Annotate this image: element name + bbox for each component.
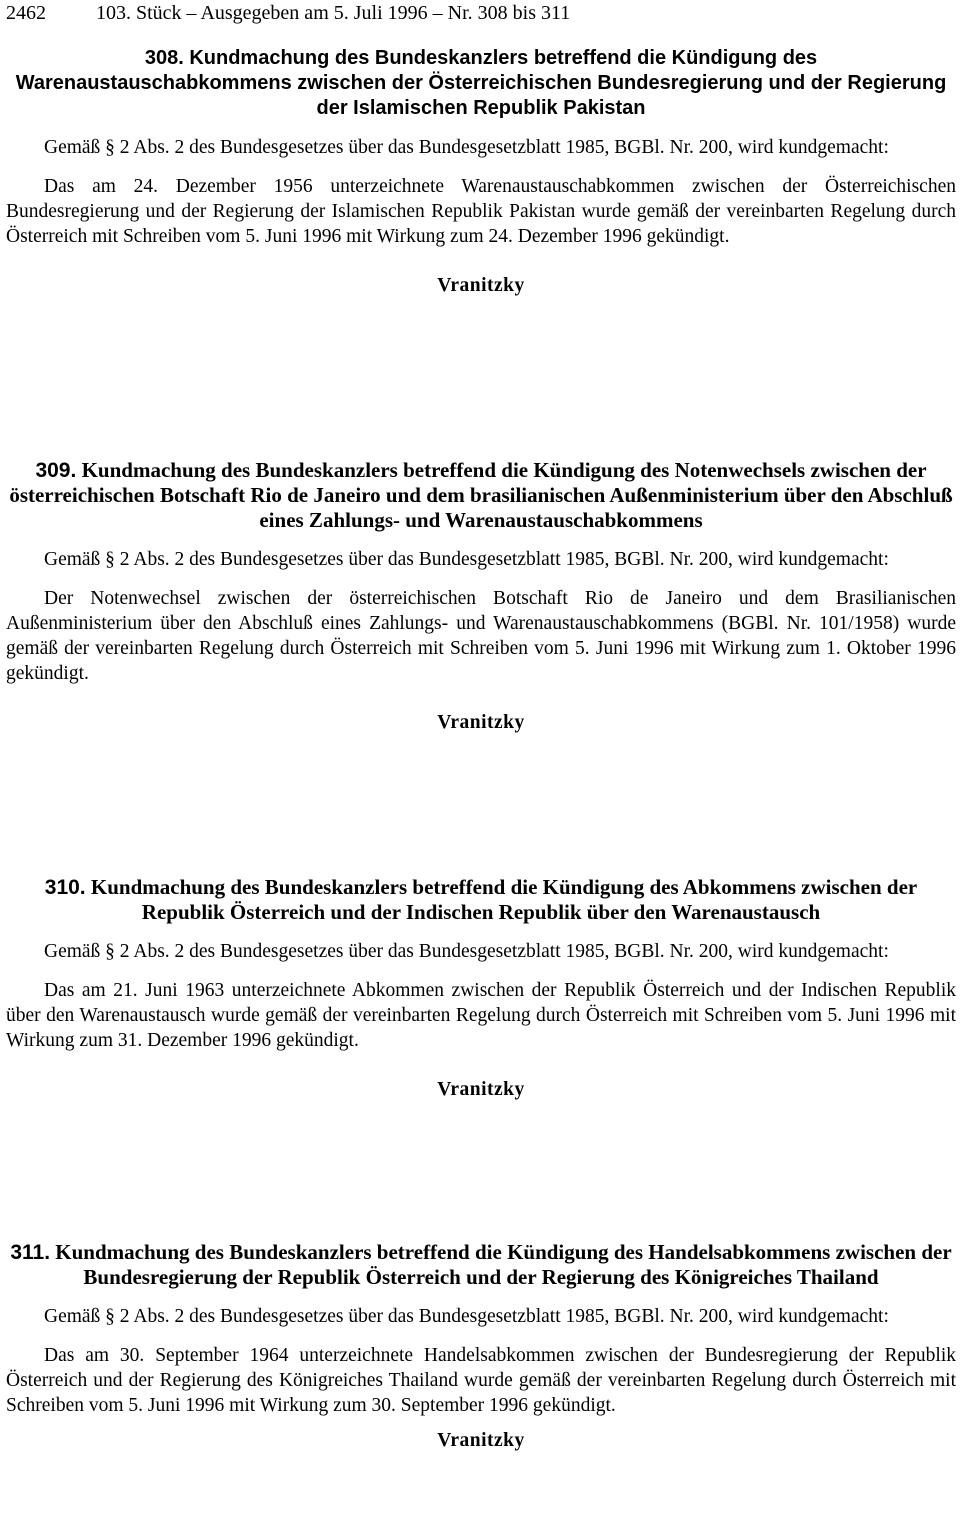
section-heading: Kundmachung des Bundeskanzlers betreffend die Kündigung des Handelsabkommens zwischen der Bundesregierung der Republik Österreich und der Regierung des Königreiches Thailand: [55, 1240, 952, 1289]
issue-line: 103. Stück – Ausgegeben am 5. Juli 1996 – Nr. 308 bis 311: [96, 2, 571, 24]
section-number: 309.: [35, 459, 77, 482]
announcement-308: [6, 46, 956, 298]
announcement-text: Das am 24. Dezember 1956 unterzeichnete Warenaustauschabkommen zwischen der Österreichischen Bundesregierung und der Regierung der Islamischen Republik Pakistan wurde gemäß der vereinbarten Regelung durch Österreich mit Schreiben vom 5. Juni 1996 mit Wirkung zum 24. Dezember 1996 gekündigt.: [6, 176, 956, 247]
announcement-text: Das am 30. September 1964 unterzeichnete Handelsabkommen zwischen der Bundesregierung der Republik Österreich und der Regierung des Königreiches Thailand wurde gemäß der vereinbarten Regelung durch Österreich mit Schreiben vom 5. Juni 1996 mit Wirkung zum 30. September 1996 gekündigt.: [6, 1345, 956, 1416]
legal-basis: Gemäß § 2 Abs. 2 des Bundesgesetzes über das Bundesgesetzblatt 1985, BGBl. Nr. 200, wird kundgemacht:: [44, 549, 889, 570]
announcement-text: Das am 21. Juni 1963 unterzeichnete Abkommen zwischen der Republik Österreich und der Indischen Republik über den Warenaustausch wurde gemäß der vereinbarten Regelung durch Österreich mit Schreiben vom 5. Juni 1996 mit Wirkung zum 31. Dezember 1996 gekündigt.: [6, 980, 956, 1051]
announcement-text: Der Notenwechsel zwischen der österreichischen Botschaft Rio de Janeiro und dem Brasilianischen Außenministerium über den Abschluß eines Zahlungs- und Warenaustauschabkommens (BGBl. Nr. 101/1958) wurde gemäß der vereinbarten Regelung durch Österreich mit Schreiben vom 5. Juni 1996 mit Wirkung zum 1. Oktober 1996 gekündigt.: [6, 588, 956, 684]
legal-basis: Gemäß § 2 Abs. 2 des Bundesgesetzes über das Bundesgesetzblatt 1985, BGBl. Nr. 200, wird kundgemacht:: [44, 137, 889, 158]
legal-basis: Gemäß § 2 Abs. 2 des Bundesgesetzes über das Bundesgesetzblatt 1985, BGBl. Nr. 200, wird kundgemacht:: [44, 941, 889, 962]
announcement-310: [6, 875, 956, 1102]
section-heading: Kundmachung des Bundeskanzlers betreffend die Kündigung des Abkommens zwischen der Republik Österreich und der Indischen Republik über den Warenaustausch: [90, 875, 918, 924]
announcement-309: [6, 458, 956, 735]
legal-basis: Gemäß § 2 Abs. 2 des Bundesgesetzes über das Bundesgesetzblatt 1985, BGBl. Nr. 200, wird kundgemacht:: [44, 1306, 889, 1327]
running-header: [6, 1, 570, 26]
section-title: [6, 875, 956, 925]
signature: Vranitzky: [437, 1430, 525, 1451]
signature: Vranitzky: [437, 1079, 525, 1100]
section-heading: Kundmachung des Bundeskanzlers betreffend die Kündigung des Warenaustauschabkommens zwischen der Österreichischen Bundesregierung und der Regierung der Islamischen Republik Pakistan: [15, 47, 947, 119]
section-heading: Kundmachung des Bundeskanzlers betreffend die Kündigung des Notenwechsels zwischen der österreichischen Botschaft Rio de Janeiro und dem brasilianischen Außenministerium über den Abschluß eines Zahlungs- und Warenaustauschabkommens: [9, 458, 953, 532]
section-number: 310.: [44, 876, 86, 899]
signature: Vranitzky: [437, 275, 525, 296]
announcement-311: [6, 1240, 956, 1453]
section-title: [6, 458, 956, 533]
page-number: 2462: [6, 2, 46, 24]
section-title: [6, 1240, 956, 1290]
section-number: 311.: [10, 1241, 51, 1264]
signature: Vranitzky: [437, 712, 525, 733]
section-title: [6, 46, 956, 121]
section-number: 308.: [144, 47, 184, 69]
